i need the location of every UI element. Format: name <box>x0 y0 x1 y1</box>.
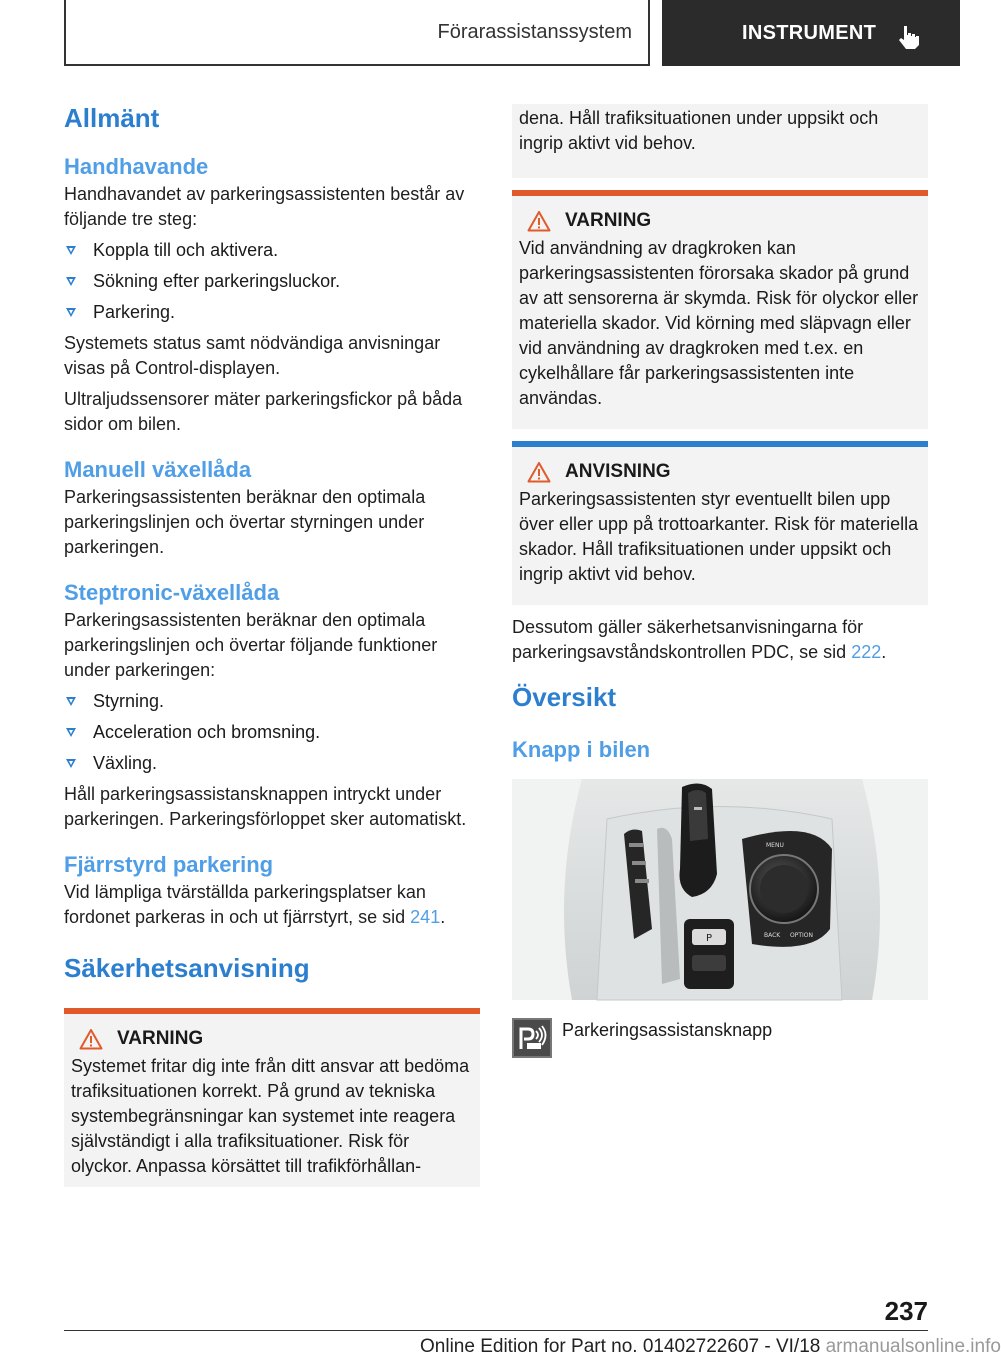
triangle-bullet-icon <box>66 246 76 255</box>
footer-divider <box>64 1330 928 1331</box>
notice-box <box>512 441 928 605</box>
heading-fjarrstyrd: Fjärrstyrd parkering <box>64 852 274 877</box>
right-column <box>512 104 928 1058</box>
parking-assist-button-icon <box>512 1018 552 1058</box>
page-link-241[interactable]: 241 <box>410 907 441 927</box>
triangle-bullet-icon <box>66 697 76 706</box>
heading-handhavande: Handhavande <box>64 154 209 179</box>
triangle-bullet-icon <box>66 759 76 768</box>
heading-oversikt: Översikt <box>512 682 617 712</box>
warning-triangle-icon <box>79 1028 103 1050</box>
header-chapter-title: INSTRUMENT <box>742 21 877 44</box>
warning-text: Systemet fritar dig inte från ditt ansvar att bedöma trafiksituationen korrekt. På grund av tekniska systembegränsningar kan systemet inte reagera självständigt i alla trafiksituationer. Risk för olyckor. Anpassa körsättet till trafikförhållan- <box>71 1056 470 1176</box>
triangle-bullet-icon <box>66 308 76 317</box>
hand-pointer-icon <box>898 24 920 50</box>
warning-title: VARNING <box>519 208 920 234</box>
heading-sakerhetsanvisning: Säkerhetsanvisning <box>64 953 310 983</box>
legend-label: Parkeringsassistansknapp <box>562 1020 773 1040</box>
notice-bar <box>512 441 928 447</box>
warning-box-1-continued <box>512 104 928 178</box>
warning-title: VARNING <box>71 1026 472 1052</box>
list-item: Sökning efter parkeringsluckor. <box>64 269 480 294</box>
list-item: Styrning. <box>64 689 480 714</box>
heading-allmant: Allmänt <box>64 103 160 133</box>
footer-edition: Online Edition for Part no. 01402722607 - VI/18 armanualsonline.info <box>420 1336 1001 1357</box>
triangle-bullet-icon <box>66 728 76 737</box>
notice-text: Parkeringsassistenten styr eventuellt bilen upp över eller upp på trottoarkanter. Risk för materiella skador. Håll trafiksituationen under uppsikt och ingrip aktivt vid behov. <box>519 489 919 584</box>
warning-text: Vid användning av dragkroken kan parkeringsassistenten förorsaka skador på grund av att sensorerna är skymda. Risk för olyckor eller materiella skador. Vid körning med släpvagn eller vid användning av dragkroken med t.ex. en cykelhållare får parkeringsassistenten inte användas. <box>519 238 919 408</box>
heading-steptronic: Steptronic-växellåda <box>64 580 280 605</box>
list-item: Växling. <box>64 751 480 776</box>
warning-triangle-icon <box>527 210 551 232</box>
header-section-box <box>64 0 650 66</box>
page-link-222[interactable]: 222 <box>851 642 882 662</box>
list-item: Parkering. <box>64 300 480 325</box>
svg-text:P: P <box>705 933 713 944</box>
warning-box-2 <box>512 190 928 429</box>
paragraph-hall: Håll parkeringsassistansknappen intryckt under parkeringen. Parkeringsförloppet sker automatiskt. <box>64 784 467 829</box>
steps-list <box>64 238 480 325</box>
photo-legend <box>512 1018 928 1058</box>
paragraph-ultraljud: Ultraljudssensorer mäter parkeringsfickor på båda sidor om bilen. <box>64 389 463 434</box>
header-section-title: Förarassistanssystem <box>437 20 632 43</box>
console-label-menu: MENU <box>766 842 784 849</box>
center-console-photo <box>512 779 928 1000</box>
heading-manuell: Manuell växellåda <box>64 457 252 482</box>
console-label-back: BACK <box>764 932 781 939</box>
paragraph-dessutom: Dessutom gäller säkerhetsanvisningarna för parkeringsavståndskontrollen PDC, se sid 222. <box>512 617 887 662</box>
paragraph-status: Systemets status samt nödvändiga anvisningar visas på Control-displayen. <box>64 333 441 378</box>
warning-text-continued: dena. Håll trafiksituationen under uppsikt och ingrip aktivt vid behov. <box>519 108 879 153</box>
header-chapter-box <box>662 0 960 66</box>
footer-watermark: armanualsonline.info <box>825 1336 1001 1357</box>
functions-list <box>64 689 480 776</box>
heading-knapp-i-bilen: Knapp i bilen <box>512 737 651 762</box>
triangle-bullet-icon <box>66 277 76 286</box>
paragraph-fjarrstyrd: Vid lämpliga tvärställda parkeringsplatser kan fordonet parkeras in och ut fjärrstyrt, se sid 241. <box>64 882 446 927</box>
list-item: Acceleration och bromsning. <box>64 720 480 745</box>
notice-title: ANVISNING <box>519 459 920 485</box>
warning-box-1 <box>64 1008 480 1187</box>
paragraph-steptronic: Parkeringsassistenten beräknar den optimala parkeringslinjen och övertar följande funktioner under parkeringen: <box>64 610 438 680</box>
paragraph-manuell: Parkeringsassistenten beräknar den optimala parkeringslinjen och övertar styrningen under parkeringen. <box>64 487 426 557</box>
warning-bar <box>512 190 928 196</box>
list-item: Koppla till och aktivera. <box>64 238 480 263</box>
warning-bar <box>64 1008 480 1014</box>
page-number: 237 <box>884 1296 928 1326</box>
console-label-option: OPTION <box>790 932 813 939</box>
left-column <box>64 98 480 1187</box>
paragraph-handhavande: Handhavandet av parkeringsassistenten består av följande tre steg: <box>64 184 465 229</box>
notice-triangle-icon <box>527 461 551 483</box>
